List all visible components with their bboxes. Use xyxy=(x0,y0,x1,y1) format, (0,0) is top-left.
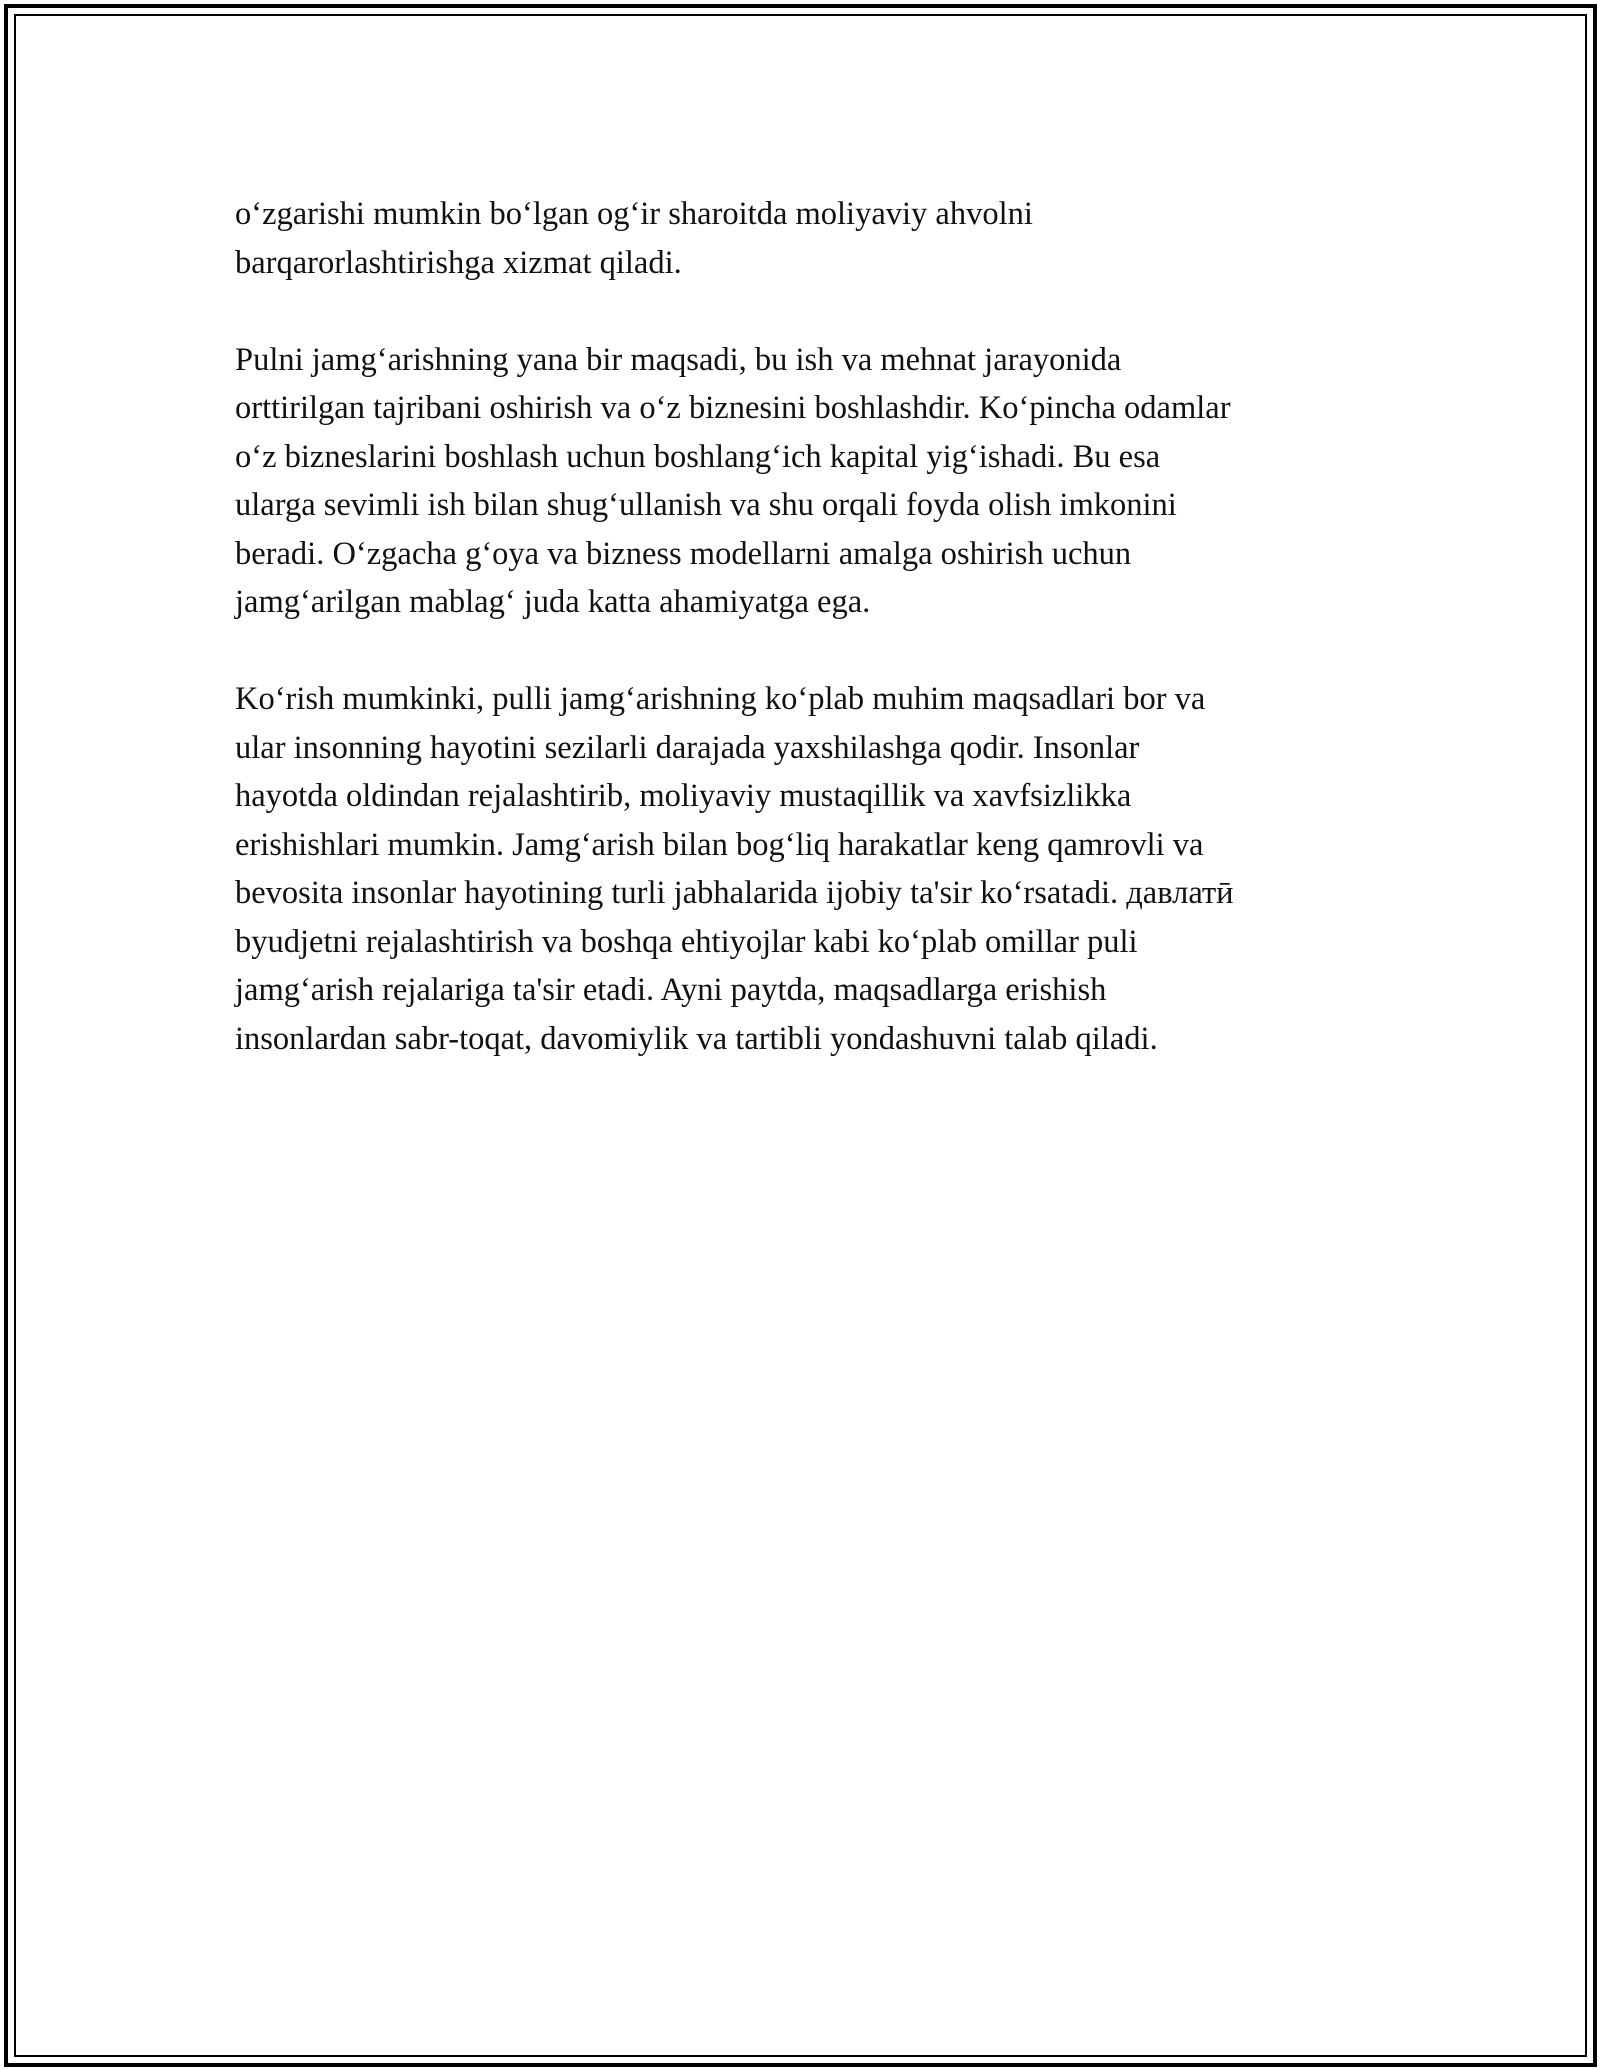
text-line: byudjetni rejalashtirish va boshqa ehtiyojlar kabi koʻplab omillar puli xyxy=(235,923,1138,960)
text-line: oʻzgarishi mumkin boʻlgan ogʻir sharoitda moliyaviy ahvolni xyxy=(235,196,1033,232)
text-line: oʻz bizneslarini boshlash uchun boshlangʻich kapital yigʻishadi. Bu esa xyxy=(235,438,1161,475)
text-line: orttirilgan tajribani oshirish va oʻz biznesini boshlashdir. Koʻpincha odamlar xyxy=(235,390,1231,426)
text-line: jamgʻarilgan mablagʻ juda katta ahamiyatga ega. xyxy=(235,584,871,620)
paragraph-1 xyxy=(235,190,1405,287)
text-line: barqarorlashtirishga xizmat qiladi. xyxy=(235,244,682,281)
text-line: insonlardan sabr-toqat, davomiylik va tartibli yondashuvni talab qiladi. xyxy=(235,1020,1158,1057)
paragraph-3 xyxy=(235,675,1405,1063)
text-line: ular insonning hayotini sezilarli darajada yaxshilashga qodir. Insonlar xyxy=(235,729,1140,766)
text-line: jamgʻarish rejalariga ta'sir etadi. Ayni paytda, maqsadlarga erishish xyxy=(235,972,1107,1008)
document-body xyxy=(235,190,1405,1112)
text-line: Pulni jamgʻarishning yana bir maqsadi, bu ish va mehnat jarayonida xyxy=(235,341,1122,378)
text-line: bevosita insonlar hayotining turli jabhalarida ijobiy ta'sir koʻrsatadi. давлатӣ xyxy=(235,875,1234,911)
text-line: Koʻrish mumkinki, pulli jamgʻarishning koʻplab muhim maqsadlari bor va xyxy=(235,681,1206,717)
paragraph-2 xyxy=(235,336,1405,627)
text-line: erishishlari mumkin. Jamgʻarish bilan bogʻliq harakatlar keng qamrovli va xyxy=(235,826,1204,863)
text-line: hayotda oldindan rejalashtirib, moliyaviy mustaqillik va xavfsizlikka xyxy=(235,778,1132,814)
text-line: ularga sevimli ish bilan shugʻullanish va shu orqali foyda olish imkonini xyxy=(235,487,1177,523)
text-line: beradi. Oʻzgacha gʻoya va bizness modellarni amalga oshirish uchun xyxy=(235,535,1132,572)
